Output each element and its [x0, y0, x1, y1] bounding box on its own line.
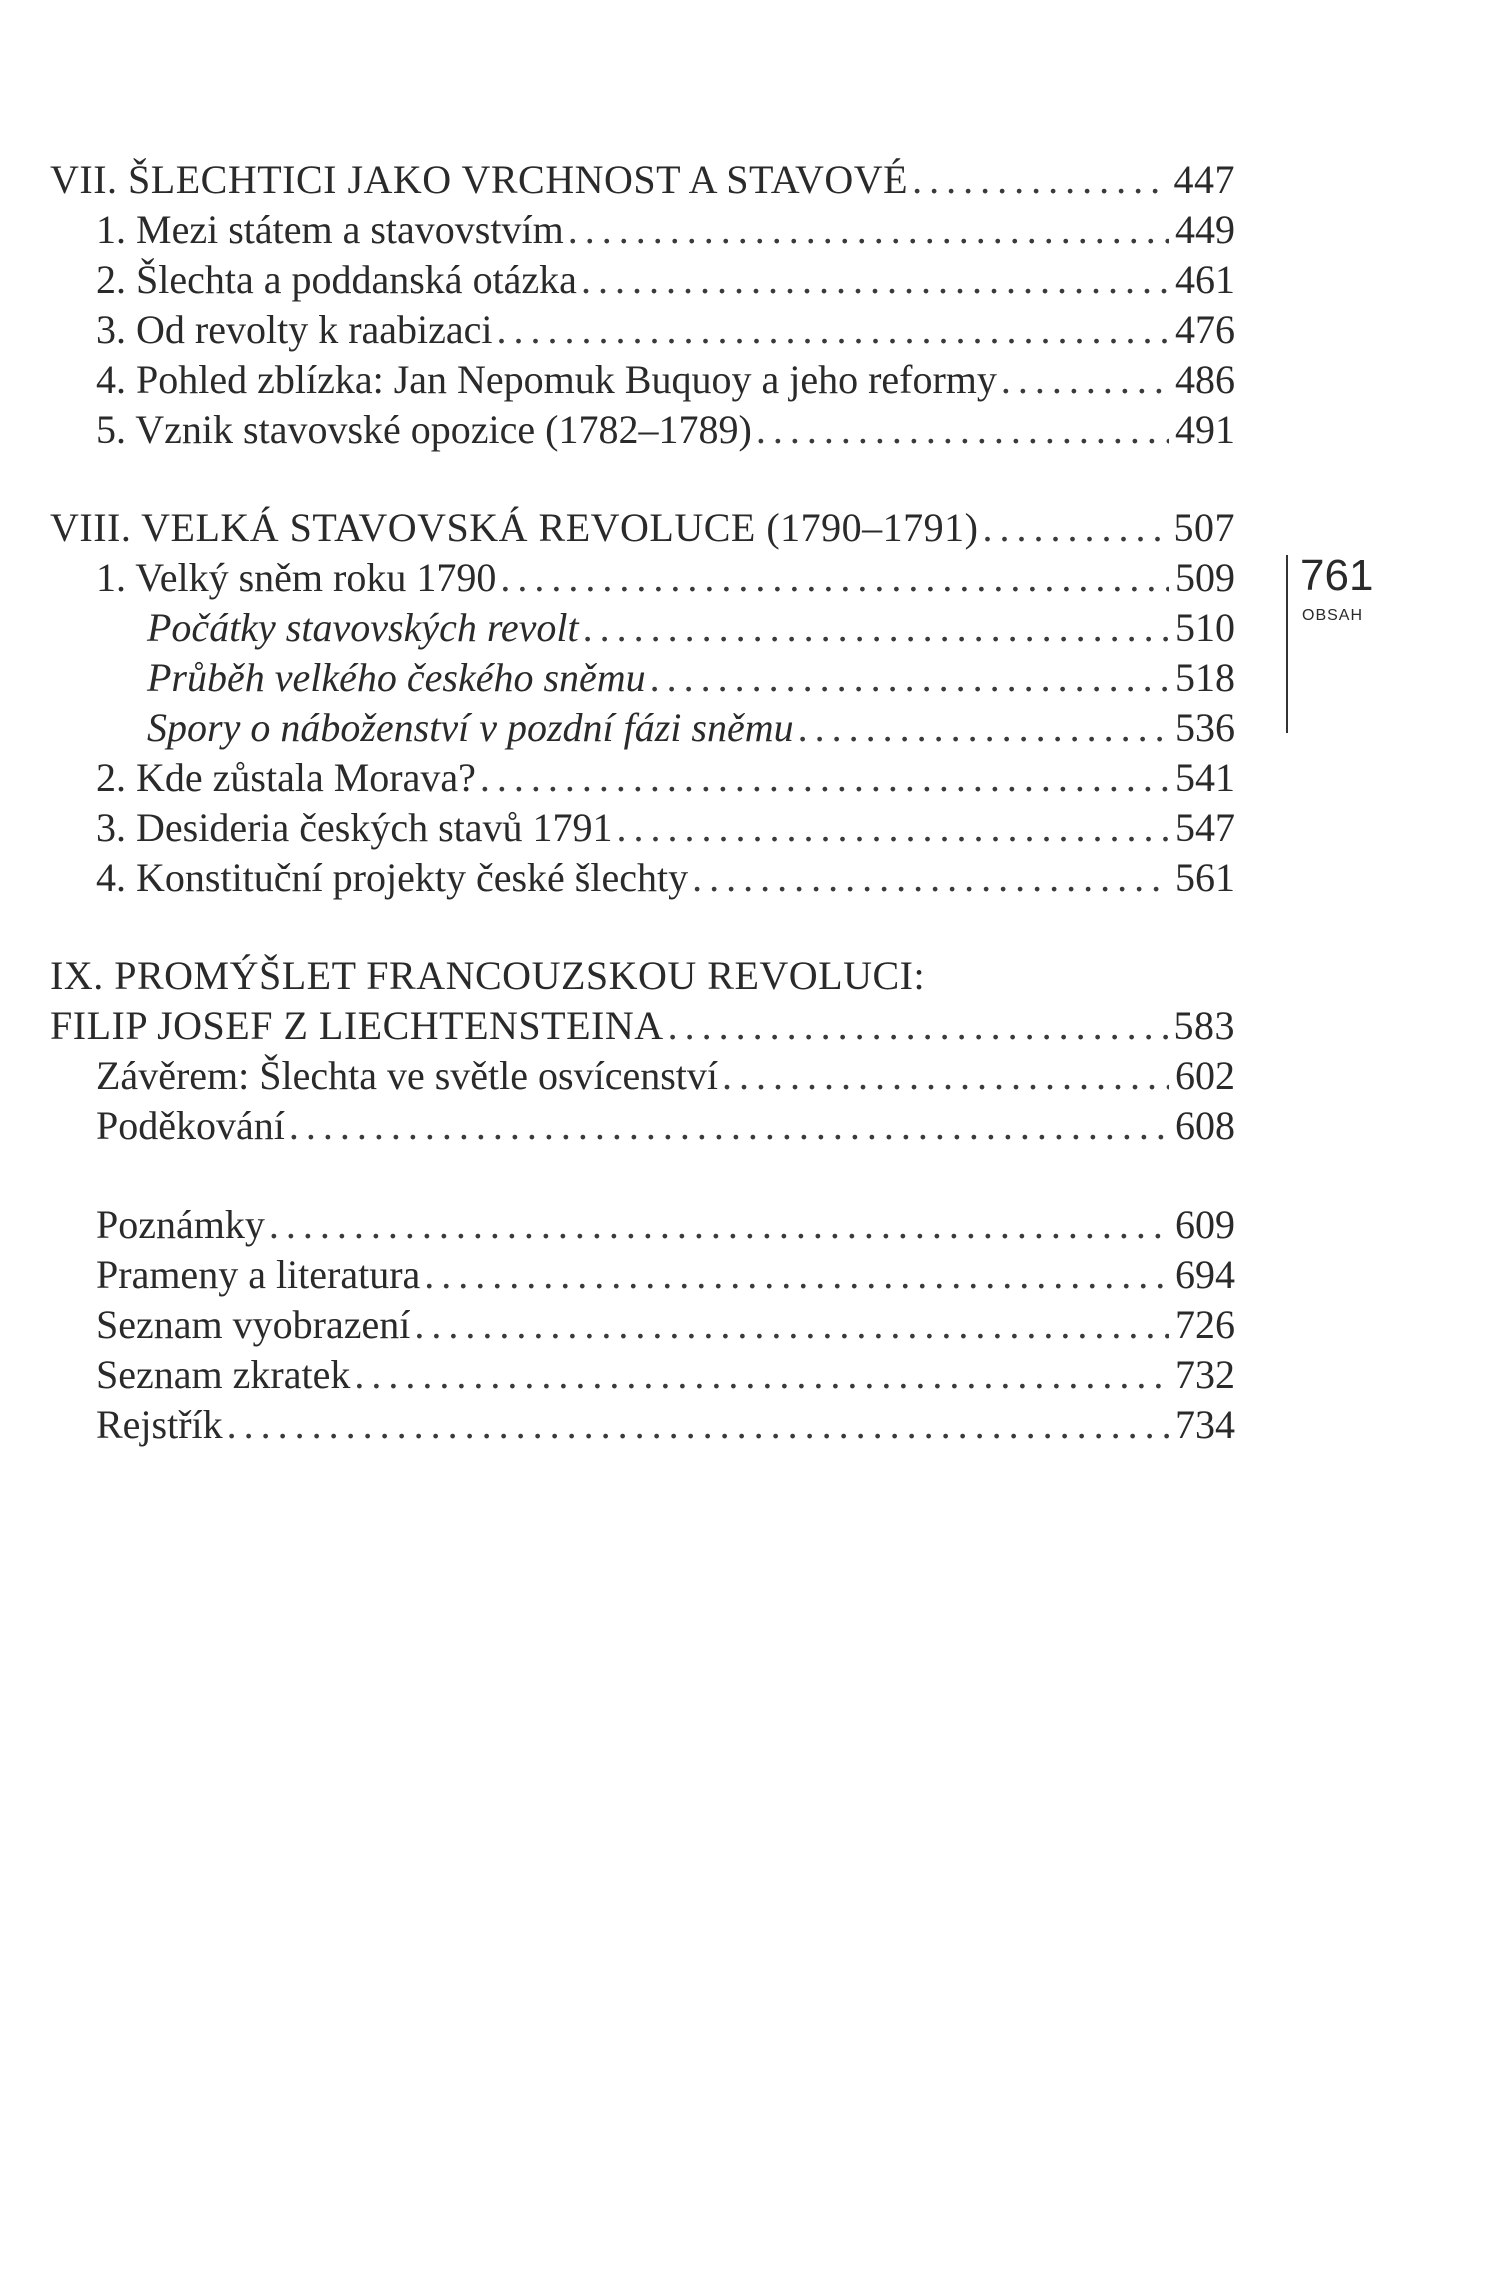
- toc-entry: [50, 205, 1235, 255]
- toc-chapter-heading-line1: [50, 951, 1235, 1001]
- dot-leader: [354, 1350, 1169, 1400]
- toc-page-number: 547: [1175, 805, 1235, 850]
- running-section-label: OBSAH: [1302, 607, 1364, 624]
- toc-entry: [50, 1400, 1235, 1450]
- dot-leader: [756, 405, 1169, 455]
- toc-entry: [50, 355, 1235, 405]
- toc-entry-title: Průběh velkého českého sněmu: [147, 655, 646, 700]
- dot-leader: [650, 653, 1169, 703]
- toc-page-number: 449: [1175, 207, 1235, 252]
- dot-leader: [424, 1250, 1169, 1300]
- toc-chapter-heading: [50, 155, 1235, 205]
- dot-leader: [581, 255, 1169, 305]
- dot-leader: [269, 1200, 1169, 1250]
- toc-entry-title: 1. Velký sněm roku 1790: [96, 555, 497, 600]
- toc-entry: [50, 1051, 1235, 1101]
- toc-page-number: 734: [1175, 1402, 1235, 1447]
- dot-leader: [722, 1051, 1169, 1101]
- toc-entry-title: Seznam vyobrazení: [96, 1302, 411, 1347]
- toc-entry-title: 5. Vznik stavovské opozice (1782–1789): [96, 407, 752, 452]
- dot-leader: [1001, 355, 1169, 405]
- toc-page-number: 509: [1175, 555, 1235, 600]
- toc-entry-title: Seznam zkratek: [96, 1352, 351, 1397]
- toc-entry: [50, 255, 1235, 305]
- page-number: 761: [1300, 551, 1374, 600]
- toc-entry-title: Poznámky: [96, 1202, 265, 1247]
- toc-entry: [50, 803, 1235, 853]
- dot-leader: [568, 205, 1169, 255]
- toc-page-number: 507: [1173, 505, 1235, 550]
- toc-page-number: 609: [1175, 1202, 1235, 1247]
- toc-chapter-heading: [50, 1001, 1235, 1051]
- toc-page-number: 447: [1173, 157, 1235, 202]
- toc-page-number: 561: [1175, 855, 1235, 900]
- toc-entry: [50, 1300, 1235, 1350]
- toc-entry-title: 3. Od revolty k raabizaci: [96, 307, 493, 352]
- toc-entry: [50, 405, 1235, 455]
- dot-leader: [480, 753, 1169, 803]
- dot-leader: [668, 1001, 1168, 1051]
- toc-chapter-heading: [50, 503, 1235, 553]
- toc-entry-title: 4. Konstituční projekty české šlechty: [96, 855, 689, 900]
- toc-page-number: 732: [1175, 1352, 1235, 1397]
- dot-leader: [583, 603, 1169, 653]
- toc-entry-title: Spory o náboženství v pozdní fázi sněmu: [147, 705, 794, 750]
- toc-entry-title: 1. Mezi státem a stavovstvím: [96, 207, 564, 252]
- toc-entry-title: VIII. VELKÁ STAVOVSKÁ REVOLUCE (1790–1791): [50, 505, 979, 550]
- toc-entry-title: 2. Šlechta a poddanská otázka: [96, 257, 577, 302]
- toc-entry-title: IX. PROMÝŠLET FRANCOUZSKOU REVOLUCI:: [50, 953, 926, 998]
- toc-entry-title: FILIP JOSEF Z LIECHTENSTEINA: [50, 1003, 664, 1048]
- dot-leader: [983, 503, 1168, 553]
- toc-entry: [50, 305, 1235, 355]
- toc-page-number: 583: [1173, 1003, 1235, 1048]
- toc-page-number: 602: [1175, 1053, 1235, 1098]
- toc-entry-title: 4. Pohled zblízka: Jan Nepomuk Buquoy a jeho reformy: [96, 357, 997, 402]
- toc-entry-title: Rejstřík: [96, 1402, 223, 1447]
- dot-leader: [497, 305, 1169, 355]
- dot-leader: [617, 803, 1169, 853]
- toc-entry-title: Prameny a literatura: [96, 1252, 421, 1297]
- toc-page-number: 461: [1175, 257, 1235, 302]
- toc-page-number: 476: [1175, 307, 1235, 352]
- toc-entry-title: VII. ŠLECHTICI JAKO VRCHNOST A STAVOVÉ: [50, 157, 909, 202]
- toc-entry: [50, 753, 1235, 803]
- toc-page-number: 491: [1175, 407, 1235, 452]
- toc-page-number: 726: [1175, 1302, 1235, 1347]
- toc-page-number: 486: [1175, 357, 1235, 402]
- toc-entry: [50, 853, 1235, 903]
- toc-entry: [50, 1200, 1235, 1250]
- toc-entry: [50, 1101, 1235, 1151]
- toc-page-number: 608: [1175, 1103, 1235, 1148]
- dot-leader: [227, 1400, 1169, 1450]
- toc-page-number: 694: [1175, 1252, 1235, 1297]
- toc-subentry: [50, 653, 1235, 703]
- toc-subentry: [50, 703, 1235, 753]
- toc-entry-title: 2. Kde zůstala Morava?: [96, 755, 476, 800]
- dot-leader: [500, 553, 1169, 603]
- toc-page-number: 518: [1175, 655, 1235, 700]
- toc-entry-title: Závěrem: Šlechta ve světle osvícenství: [96, 1053, 719, 1098]
- toc-entry: [50, 1250, 1235, 1300]
- toc-entry-title: Počátky stavovských revolt: [147, 605, 579, 650]
- toc-page-number: 536: [1175, 705, 1235, 750]
- toc-entry: [50, 553, 1235, 603]
- toc-entry-title: 3. Desideria českých stavů 1791: [96, 805, 613, 850]
- toc-subentry: [50, 603, 1235, 653]
- folio-rule: [1286, 555, 1288, 733]
- dot-leader: [289, 1101, 1169, 1151]
- dot-leader: [912, 155, 1167, 205]
- dot-leader: [414, 1300, 1169, 1350]
- toc-page-number: 510: [1175, 605, 1235, 650]
- toc-entry-title: Poděkování: [96, 1103, 285, 1148]
- toc-entry: [50, 1350, 1235, 1400]
- dot-leader: [798, 703, 1169, 753]
- dot-leader: [692, 853, 1169, 903]
- toc-page-number: 541: [1175, 755, 1235, 800]
